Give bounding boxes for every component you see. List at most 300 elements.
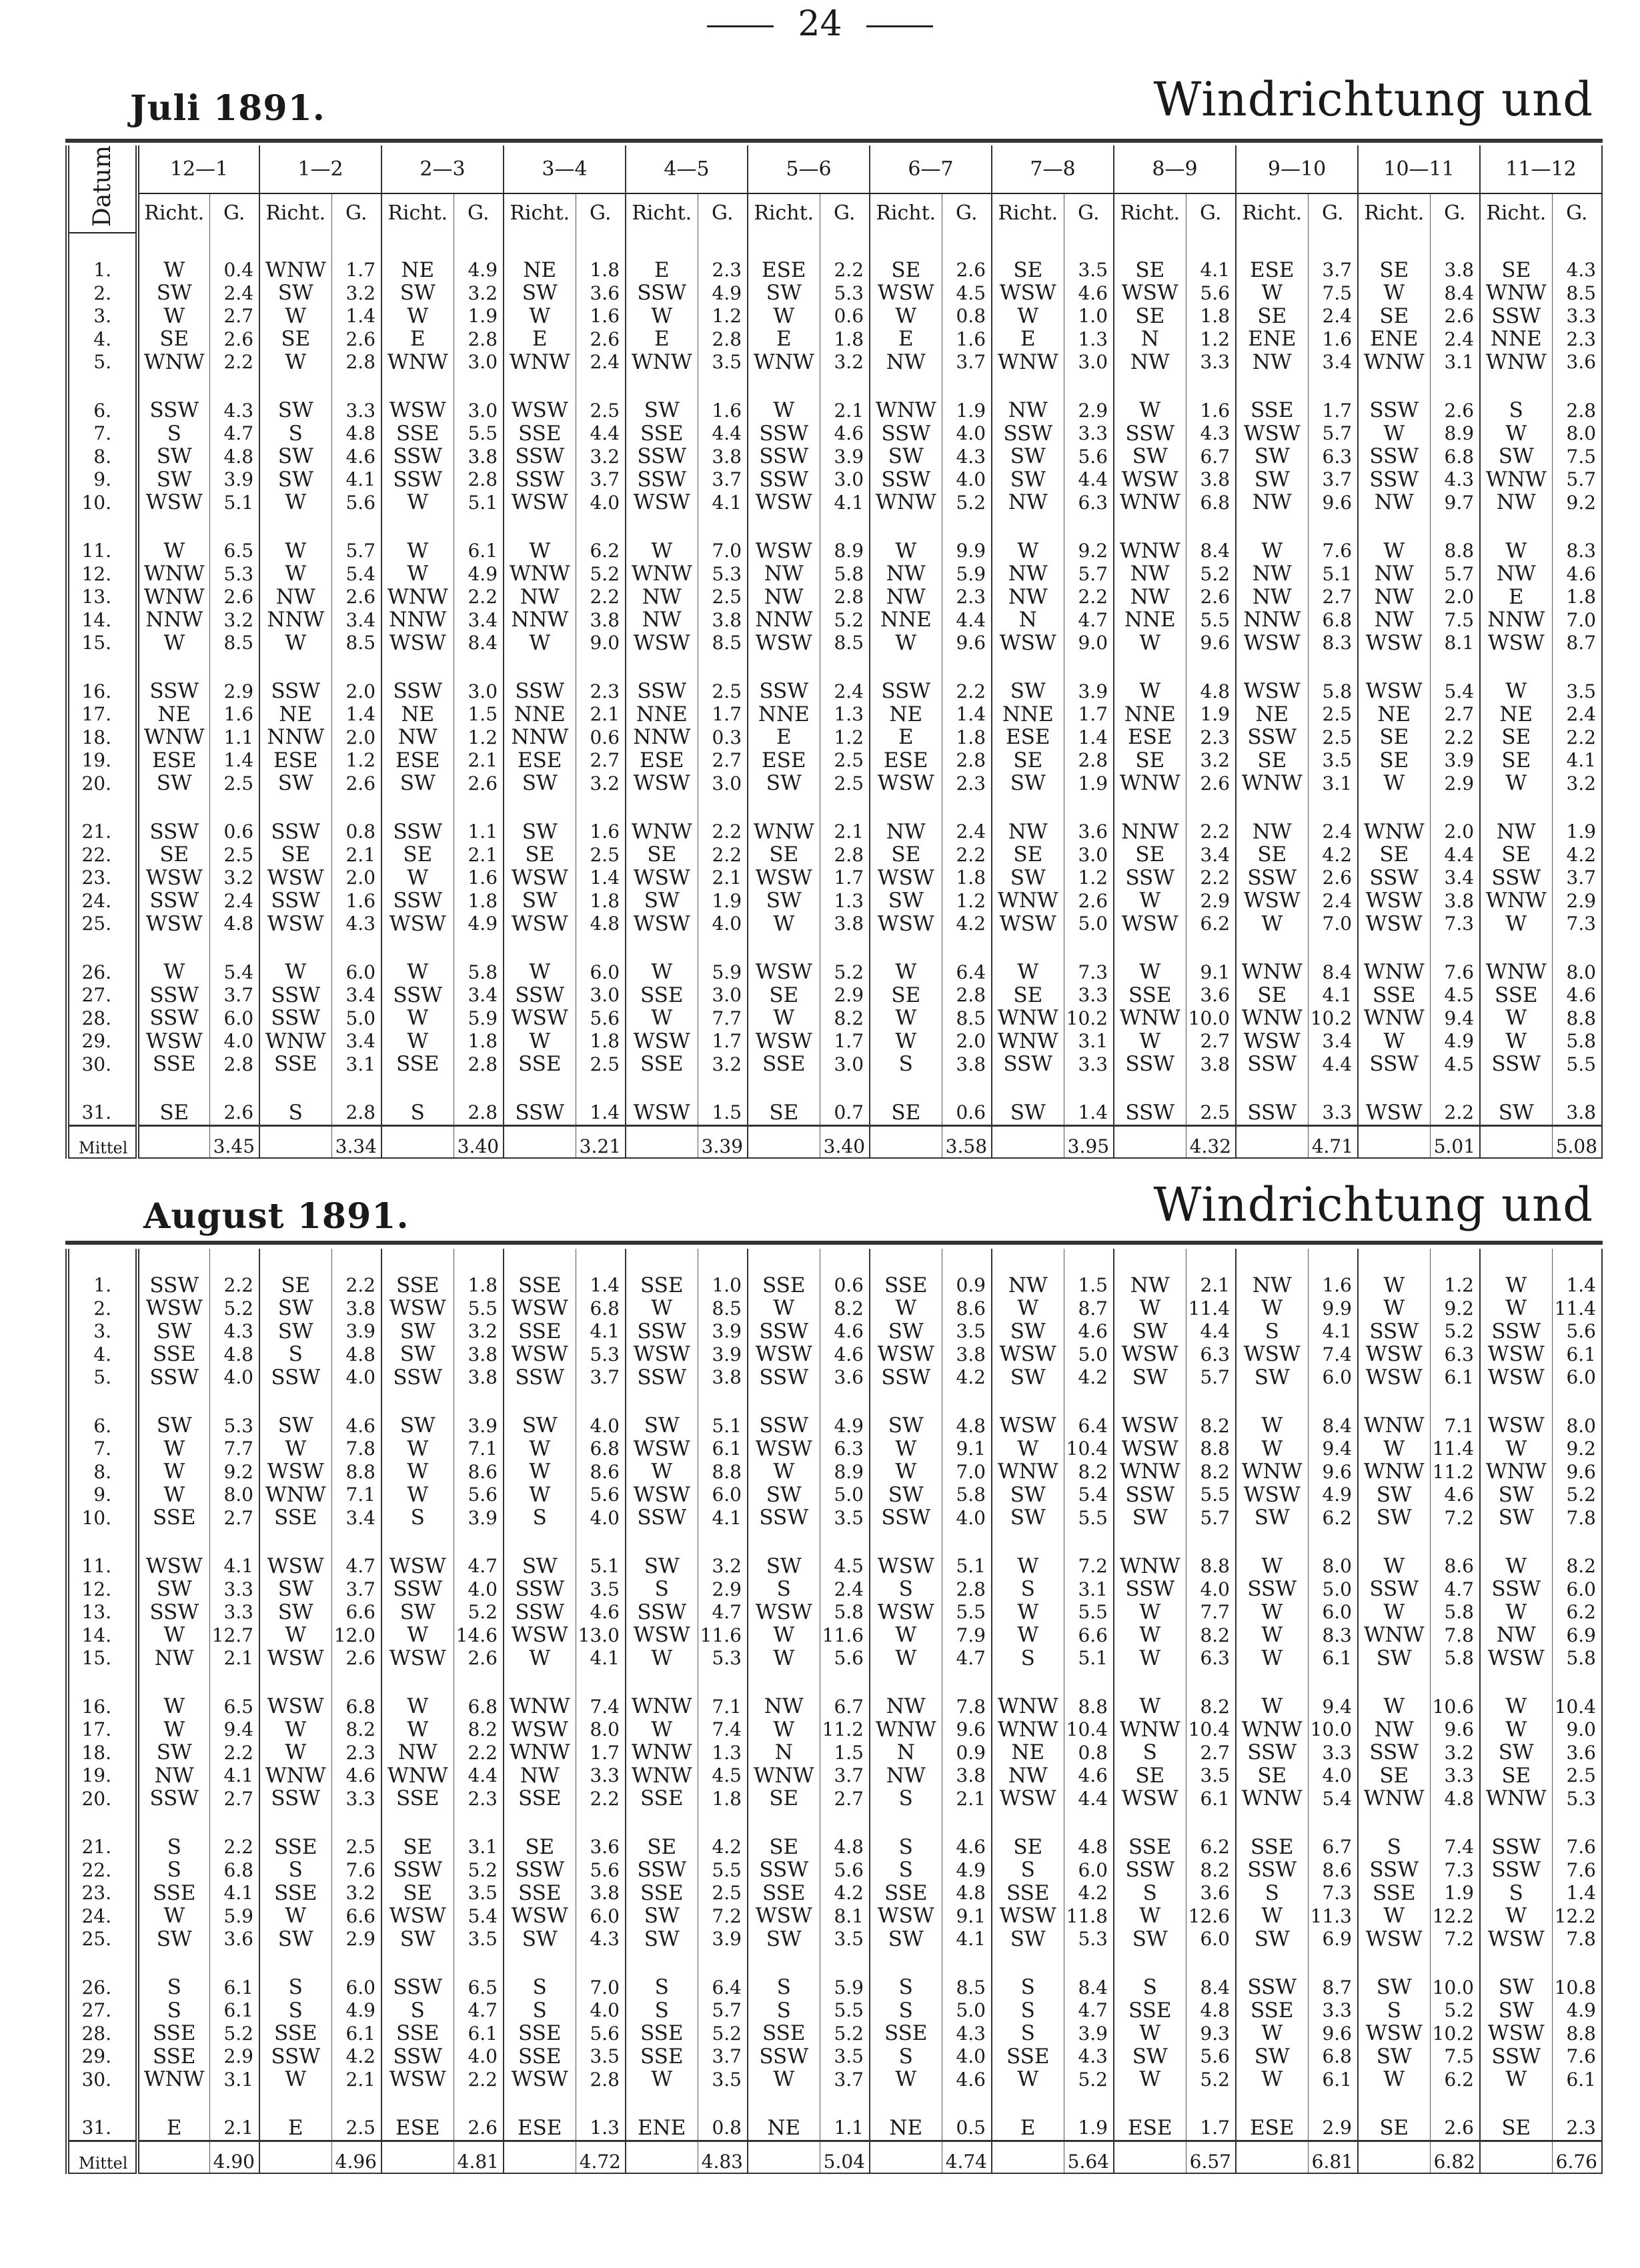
speed-cell: 2.5 <box>209 772 259 796</box>
gap-cell <box>331 1249 381 1274</box>
direction-cell: NW <box>1358 609 1430 632</box>
speed-cell: 0.6 <box>820 1274 870 1297</box>
direction-cell: WNW <box>1358 961 1430 985</box>
speed-cell: 0.6 <box>820 305 870 328</box>
gap-cell <box>870 2091 942 2117</box>
direction-cell: WNW <box>1236 1007 1308 1031</box>
direction-cell: ESE <box>626 749 698 772</box>
gap-cell <box>1430 795 1480 820</box>
direction-cell: WSW <box>748 632 820 655</box>
speed-cell: 4.8 <box>209 913 259 936</box>
speed-cell: 4.0 <box>576 1507 626 1530</box>
speed-cell: 11.2 <box>1430 1461 1480 1484</box>
direction-cell: WSW <box>504 1297 576 1321</box>
speed-cell: 11.2 <box>820 1718 870 1742</box>
direction-cell: SSE <box>137 1507 209 1530</box>
speed-cell: 8.6 <box>454 1461 504 1484</box>
speed-cell: 1.4 <box>331 305 381 328</box>
speed-cell: 9.2 <box>209 1461 259 1484</box>
gap-cell <box>209 2091 259 2117</box>
day-number: 9. <box>67 1484 137 1507</box>
gap-cell <box>1236 1951 1308 1976</box>
gap-cell <box>381 1249 454 1274</box>
direction-cell: NW <box>1358 1718 1430 1742</box>
table-row <box>67 820 1602 844</box>
speed-cell: 3.3 <box>1064 422 1114 446</box>
direction-cell: SW <box>137 1742 209 1765</box>
speed-cell: 2.5 <box>1186 1101 1236 1125</box>
speed-cell: 6.0 <box>1308 1601 1358 1624</box>
speed-cell: 1.2 <box>1064 867 1114 890</box>
direction-cell: NW <box>1358 563 1430 586</box>
table-row <box>67 1297 1602 1321</box>
speed-cell: 4.1 <box>209 1555 259 1578</box>
direction-cell: NW <box>137 1764 209 1788</box>
table-row <box>67 1905 1602 1928</box>
direction-cell: W <box>1480 422 1552 446</box>
speed-cell: 1.3 <box>820 890 870 913</box>
speed-cell: 4.0 <box>209 1030 259 1053</box>
direction-cell: SSW <box>1358 1742 1430 1765</box>
speed-cell: 2.2 <box>454 586 504 609</box>
speed-cell: 2.9 <box>1430 772 1480 796</box>
table-row <box>67 1859 1602 1882</box>
direction-cell: ENE <box>1358 328 1430 352</box>
table-row <box>67 1438 1602 1461</box>
speed-cell: 5.3 <box>209 563 259 586</box>
speed-cell: 1.8 <box>576 890 626 913</box>
speed-cell: 3.9 <box>209 468 259 492</box>
gap-cell <box>942 1670 992 1696</box>
gap-cell <box>67 374 137 400</box>
wind-table-july <box>65 145 1603 1159</box>
speed-cell: 6.3 <box>1430 1343 1480 1367</box>
gap-cell <box>576 1670 626 1696</box>
speed-cell: 4.0 <box>209 1366 259 1389</box>
speed-cell: 7.6 <box>1552 2045 1602 2069</box>
speed-cell: 1.7 <box>820 867 870 890</box>
gap-cell <box>381 1389 454 1415</box>
speed-cell: 7.6 <box>1308 540 1358 563</box>
direction-cell: WSW <box>259 1647 331 1670</box>
gap-cell <box>748 1810 820 1836</box>
gap-cell <box>1552 1530 1602 1555</box>
speed-cell: 4.9 <box>1308 1484 1358 1507</box>
direction-cell: W <box>748 1718 820 1742</box>
direction-cell: WSW <box>259 913 331 936</box>
speed-cell: 2.1 <box>820 820 870 844</box>
direction-cell: E <box>259 2117 331 2141</box>
table-row <box>67 961 1602 985</box>
speed-cell: 6.0 <box>1186 1928 1236 1951</box>
direction-cell: WSW <box>992 1343 1064 1367</box>
speed-cell: 0.8 <box>698 2117 748 2141</box>
direction-cell: NNW <box>1480 609 1552 632</box>
direction-cell: WSW <box>381 1555 454 1578</box>
speed-cell: 9.0 <box>1064 632 1114 655</box>
g-header: G. <box>1308 193 1358 233</box>
speed-cell: 1.9 <box>1552 820 1602 844</box>
direction-cell: SSE <box>504 2023 576 2046</box>
table-row <box>67 400 1602 423</box>
gap-cell <box>259 936 331 961</box>
mittel-empty <box>992 1125 1064 1158</box>
gap-cell <box>1186 514 1236 540</box>
direction-cell: ESE <box>381 2117 454 2141</box>
speed-cell: 2.3 <box>1552 328 1602 352</box>
speed-cell: 2.6 <box>331 1647 381 1670</box>
speed-cell: 3.8 <box>1186 1053 1236 1077</box>
table-row <box>67 1053 1602 1077</box>
direction-cell: W <box>1114 632 1186 655</box>
direction-cell: SSW <box>1114 1101 1186 1125</box>
direction-cell: W <box>1358 422 1430 446</box>
direction-cell: WNW <box>870 1718 942 1742</box>
speed-cell: 1.4 <box>576 867 626 890</box>
gap-cell <box>1480 795 1552 820</box>
speed-cell: 3.9 <box>698 1928 748 1951</box>
speed-cell: 2.1 <box>942 1788 992 1811</box>
speed-cell: 3.4 <box>331 1507 381 1530</box>
direction-cell: NW <box>1480 1624 1552 1648</box>
speed-cell: 4.3 <box>1064 2045 1114 2069</box>
mittel-empty <box>504 2141 576 2173</box>
speed-cell: 0.6 <box>942 1101 992 1125</box>
speed-cell: 8.2 <box>820 1297 870 1321</box>
mittel-value: 6.81 <box>1308 2141 1358 2173</box>
row-gap <box>67 1530 1602 1555</box>
direction-cell: SW <box>992 1484 1064 1507</box>
richt-header: Richt. <box>504 193 576 233</box>
table-row <box>67 1366 1602 1389</box>
day-number: 1. <box>67 259 137 282</box>
gap-cell <box>454 1076 504 1101</box>
direction-cell: SW <box>1114 2045 1186 2069</box>
direction-cell: W <box>1236 1601 1308 1624</box>
speed-cell: 0.5 <box>942 2117 992 2141</box>
direction-cell: NW <box>1236 563 1308 586</box>
direction-cell: SW <box>259 772 331 796</box>
direction-cell: W <box>1114 400 1186 423</box>
speed-cell: 1.9 <box>1430 1882 1480 1905</box>
speed-cell: 7.9 <box>942 1624 992 1648</box>
direction-cell: WNW <box>1358 1415 1430 1438</box>
gap-cell <box>1358 374 1430 400</box>
g-header: G. <box>1430 193 1480 233</box>
speed-cell: 3.4 <box>331 609 381 632</box>
direction-cell: E <box>626 328 698 352</box>
gap-cell <box>1186 374 1236 400</box>
direction-cell: W <box>626 305 698 328</box>
speed-cell: 3.0 <box>454 400 504 423</box>
direction-cell: NNE <box>626 703 698 726</box>
direction-cell: SSW <box>1480 2045 1552 2069</box>
table-row <box>67 2117 1602 2141</box>
speed-cell: 5.5 <box>454 422 504 446</box>
direction-cell: W <box>1114 1696 1186 1719</box>
direction-cell: WSW <box>992 282 1064 306</box>
speed-cell: 5.0 <box>1308 1578 1358 1602</box>
gap-cell <box>626 233 698 259</box>
speed-cell: 7.3 <box>1430 913 1480 936</box>
gap-cell <box>942 1530 992 1555</box>
direction-cell: W <box>1114 890 1186 913</box>
speed-cell: 5.1 <box>576 1555 626 1578</box>
speed-cell: 10.4 <box>1552 1696 1602 1719</box>
speed-cell: 4.5 <box>698 1764 748 1788</box>
gap-cell <box>942 514 992 540</box>
speed-cell: 4.7 <box>942 1647 992 1670</box>
direction-cell: S <box>137 1836 209 1859</box>
direction-cell: NNW <box>748 609 820 632</box>
speed-cell: 8.0 <box>576 1718 626 1742</box>
speed-cell: 4.2 <box>698 1836 748 1859</box>
gap-cell <box>992 1249 1064 1274</box>
gap-cell <box>504 233 576 259</box>
direction-cell: NW <box>748 563 820 586</box>
speed-cell: 8.2 <box>1186 1461 1236 1484</box>
speed-cell: 1.0 <box>698 1274 748 1297</box>
direction-cell: SE <box>870 259 942 282</box>
speed-cell: 7.4 <box>576 1696 626 1719</box>
direction-cell: SE <box>1480 844 1552 867</box>
speed-cell: 3.3 <box>209 1578 259 1602</box>
direction-cell: WSW <box>504 1007 576 1031</box>
direction-cell: WSW <box>137 1555 209 1578</box>
direction-cell: W <box>870 1007 942 1031</box>
speed-cell: 3.5 <box>1064 259 1114 282</box>
gap-cell <box>504 936 576 961</box>
speed-cell: 2.8 <box>576 2069 626 2092</box>
speed-cell: 5.2 <box>1552 1484 1602 1507</box>
speed-cell: 2.5 <box>820 749 870 772</box>
gap-cell <box>626 514 698 540</box>
g-header: G. <box>1186 193 1236 233</box>
direction-cell: S <box>504 1999 576 2023</box>
direction-cell: W <box>1480 1030 1552 1053</box>
speed-cell: 3.0 <box>576 984 626 1007</box>
direction-cell: SW <box>504 772 576 796</box>
speed-cell: 5.8 <box>942 1484 992 1507</box>
speed-cell: 4.6 <box>1064 1764 1114 1788</box>
speed-cell: 9.6 <box>1430 1718 1480 1742</box>
direction-cell: SSW <box>381 468 454 492</box>
row-gap <box>67 1810 1602 1836</box>
speed-cell: 8.4 <box>1308 1415 1358 1438</box>
speed-cell: 3.0 <box>820 468 870 492</box>
speed-cell: 9.6 <box>1186 632 1236 655</box>
gap-cell <box>698 936 748 961</box>
gap-cell <box>748 1530 820 1555</box>
direction-cell: SSW <box>1480 867 1552 890</box>
speed-cell: 5.4 <box>1430 680 1480 704</box>
speed-cell: 1.3 <box>1064 328 1114 352</box>
speed-cell: 5.0 <box>942 1999 992 2023</box>
gap-cell <box>209 1076 259 1101</box>
speed-cell: 8.2 <box>1186 1696 1236 1719</box>
direction-cell: WNW <box>1236 1461 1308 1484</box>
gap-cell <box>1308 795 1358 820</box>
speed-cell: 4.7 <box>209 422 259 446</box>
speed-cell: 2.4 <box>1430 328 1480 352</box>
gap-cell <box>748 1389 820 1415</box>
gap-cell <box>209 655 259 680</box>
speed-cell: 1.2 <box>942 890 992 913</box>
speed-cell: 9.4 <box>209 1718 259 1742</box>
speed-cell: 3.7 <box>942 351 992 374</box>
gap-cell <box>1430 1810 1480 1836</box>
direction-cell: NW <box>748 586 820 609</box>
speed-cell: 3.8 <box>820 913 870 936</box>
direction-cell: SW <box>1358 1484 1430 1507</box>
speed-cell: 1.6 <box>576 820 626 844</box>
direction-cell: W <box>870 1297 942 1321</box>
speed-cell: 10.2 <box>1064 1007 1114 1031</box>
table-row <box>67 1484 1602 1507</box>
speed-cell: 2.4 <box>209 890 259 913</box>
direction-cell: SSW <box>992 422 1064 446</box>
speed-cell: 1.8 <box>820 328 870 352</box>
gap-cell <box>1308 2091 1358 2117</box>
gap-cell <box>259 514 331 540</box>
direction-cell: SSE <box>504 422 576 446</box>
speed-cell: 7.3 <box>1552 913 1602 936</box>
speed-cell: 4.3 <box>576 1928 626 1951</box>
direction-cell: SSW <box>748 468 820 492</box>
speed-cell: 4.4 <box>1186 1320 1236 1343</box>
direction-cell: WNW <box>1358 1624 1430 1648</box>
speed-cell: 4.7 <box>1430 1578 1480 1602</box>
gap-cell <box>698 1389 748 1415</box>
speed-cell: 3.2 <box>698 1555 748 1578</box>
direction-cell: SW <box>504 1415 576 1438</box>
speed-cell: 2.5 <box>698 680 748 704</box>
direction-cell: WNW <box>1480 468 1552 492</box>
direction-cell: SW <box>259 1928 331 1951</box>
gap-cell <box>454 1670 504 1696</box>
speed-cell: 8.9 <box>820 1461 870 1484</box>
direction-cell: WSW <box>1480 1343 1552 1367</box>
direction-cell: SW <box>748 1928 820 1951</box>
table-row <box>67 867 1602 890</box>
direction-cell: SSW <box>626 1601 698 1624</box>
direction-cell: W <box>1480 1297 1552 1321</box>
mittel-value: 6.76 <box>1552 2141 1602 2173</box>
gap-cell <box>1552 936 1602 961</box>
direction-cell: W <box>1236 1905 1308 1928</box>
direction-cell: NE <box>992 1742 1064 1765</box>
direction-cell: SW <box>259 1297 331 1321</box>
speed-cell: 5.7 <box>1186 1366 1236 1389</box>
gap-cell <box>576 1389 626 1415</box>
gap-cell <box>331 374 381 400</box>
speed-cell: 2.7 <box>820 1788 870 1811</box>
direction-cell: SW <box>1236 1366 1308 1389</box>
mittel-value: 4.96 <box>331 2141 381 2173</box>
direction-cell: WSW <box>1114 1438 1186 1461</box>
mittel-value: 5.04 <box>820 2141 870 2173</box>
speed-cell: 4.7 <box>698 1601 748 1624</box>
direction-cell: W <box>870 961 942 985</box>
speed-cell: 6.7 <box>820 1696 870 1719</box>
direction-cell: W <box>1236 2023 1308 2046</box>
direction-cell: SSE <box>137 2023 209 2046</box>
speed-cell: 2.8 <box>820 586 870 609</box>
speed-cell: 0.6 <box>209 820 259 844</box>
gap-cell <box>1064 936 1114 961</box>
speed-cell: 3.5 <box>820 2045 870 2069</box>
gap-cell <box>454 1951 504 1976</box>
gap-cell <box>1064 1076 1114 1101</box>
day-number: 16. <box>67 1696 137 1719</box>
direction-cell: S <box>1114 1976 1186 2000</box>
gap-cell <box>1236 1076 1308 1101</box>
speed-cell: 5.7 <box>1430 563 1480 586</box>
wind-table-august <box>65 1249 1603 2174</box>
direction-cell: W <box>1480 1905 1552 1928</box>
direction-cell: SW <box>626 1905 698 1928</box>
speed-cell: 4.1 <box>1308 984 1358 1007</box>
direction-cell: SSW <box>1236 726 1308 750</box>
speed-cell: 2.6 <box>1186 772 1236 796</box>
speed-cell: 6.3 <box>1186 1343 1236 1367</box>
speed-cell: 3.6 <box>209 1928 259 1951</box>
gap-cell <box>1236 936 1308 961</box>
direction-cell: WSW <box>626 867 698 890</box>
direction-cell: SSW <box>1358 867 1430 890</box>
speed-cell: 2.6 <box>1430 305 1480 328</box>
direction-cell: SW <box>626 1928 698 1951</box>
speed-cell: 3.7 <box>1552 867 1602 890</box>
day-number: 11. <box>67 540 137 563</box>
direction-cell: NW <box>1480 820 1552 844</box>
table-row <box>67 1696 1602 1719</box>
direction-cell: SSW <box>1480 1836 1552 1859</box>
speed-cell: 3.5 <box>454 1928 504 1951</box>
direction-cell: S <box>259 1859 331 1882</box>
direction-cell: W <box>870 1647 942 1670</box>
direction-cell: WNW <box>992 1696 1064 1719</box>
gap-cell <box>259 1389 331 1415</box>
speed-cell: 9.6 <box>942 1718 992 1742</box>
direction-cell: SSW <box>381 1859 454 1882</box>
gap-cell <box>1480 1249 1552 1274</box>
mittel-empty <box>748 2141 820 2173</box>
speed-cell: 3.2 <box>454 1320 504 1343</box>
direction-cell: SSW <box>748 1366 820 1389</box>
speed-cell: 4.0 <box>942 1507 992 1530</box>
speed-cell: 8.0 <box>1552 422 1602 446</box>
direction-cell: SSW <box>748 1320 820 1343</box>
direction-cell: W <box>504 632 576 655</box>
speed-cell: 7.7 <box>698 1007 748 1031</box>
speed-cell: 9.3 <box>1186 2023 1236 2046</box>
row-gap <box>67 514 1602 540</box>
gap-cell <box>1358 233 1430 259</box>
gap-cell <box>67 795 137 820</box>
speed-cell: 3.7 <box>820 2069 870 2092</box>
gap-cell <box>209 936 259 961</box>
direction-cell: SSW <box>992 1053 1064 1077</box>
direction-cell: WSW <box>1480 1415 1552 1438</box>
gap-cell <box>698 233 748 259</box>
table-row <box>67 468 1602 492</box>
speed-cell: 6.8 <box>331 1696 381 1719</box>
speed-cell: 8.8 <box>1064 1696 1114 1719</box>
direction-cell: S <box>137 422 209 446</box>
speed-cell: 3.1 <box>1064 1030 1114 1053</box>
direction-cell: SSE <box>1236 1999 1308 2023</box>
